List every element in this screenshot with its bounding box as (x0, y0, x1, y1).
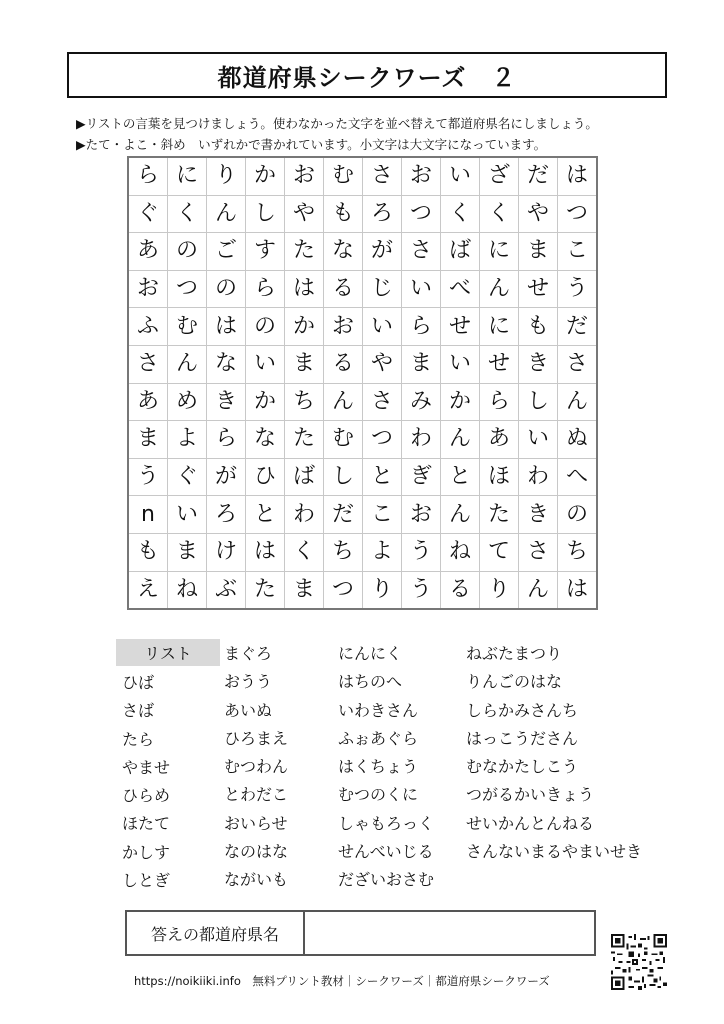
grid-cell[interactable]: ね (168, 571, 207, 609)
word-list-item: まぐろ (224, 644, 273, 663)
grid-cell[interactable]: お (128, 270, 168, 308)
word-list-item: たら (122, 729, 155, 749)
word-list-item: ひらめ (122, 786, 171, 806)
grid-cell[interactable]: は (285, 270, 324, 308)
word-list-item: しらかみさんち (466, 700, 579, 720)
grid-cell[interactable]: お (402, 496, 441, 534)
grid-cell[interactable]: も (128, 533, 168, 571)
grid-cell[interactable]: あ (480, 421, 519, 459)
grid-cell[interactable]: む (324, 421, 363, 459)
grid-cell[interactable]: ふ (128, 308, 168, 346)
page-title: 都道府県シークワーズ ２ (67, 52, 667, 98)
grid-cell[interactable]: に (480, 308, 519, 346)
grid-cell[interactable]: つ (324, 571, 363, 609)
grid-cell[interactable]: じ (363, 270, 402, 308)
grid-cell[interactable]: し (324, 458, 363, 496)
word-list-item: さんないまるやまいせき (466, 842, 643, 862)
grid-cell[interactable]: い (441, 157, 480, 195)
grid-cell[interactable]: あ (128, 233, 168, 271)
grid-cell[interactable]: い (168, 496, 207, 534)
word-list-item: むなかたしこう (466, 757, 579, 777)
grid-cell[interactable]: つ (402, 195, 441, 233)
word-list-column-3 (338, 644, 434, 899)
grid-row (128, 383, 597, 421)
word-list-item: ひろまえ (224, 728, 289, 748)
word-list-item: むつわん (224, 757, 289, 777)
list-header: リスト (116, 639, 220, 666)
grid-cell[interactable]: し (246, 195, 285, 233)
grid-cell[interactable]: や (285, 195, 324, 233)
grid-cell[interactable]: か (246, 157, 285, 195)
word-list-item: しとぎ (122, 871, 171, 891)
grid-cell[interactable]: い (441, 345, 480, 383)
grid-cell[interactable]: さ (128, 345, 168, 383)
grid-row (128, 233, 597, 271)
grid-cell[interactable]: が (207, 458, 246, 496)
grid-cell[interactable]: る (324, 270, 363, 308)
grid-cell[interactable]: と (441, 458, 480, 496)
grid-cell[interactable]: ち (324, 533, 363, 571)
grid-cell[interactable]: む (324, 157, 363, 195)
grid-cell[interactable]: べ (441, 270, 480, 308)
grid-cell[interactable]: ん (207, 195, 246, 233)
grid-cell[interactable]: い (519, 421, 558, 459)
grid-cell[interactable]: ら (246, 270, 285, 308)
grid-cell[interactable]: す (246, 233, 285, 271)
grid-cell[interactable]: し (519, 383, 558, 421)
instruction-2: ▶たて・よこ・斜め いずれかで書かれています。小文字は大文字になっています。 (76, 137, 547, 152)
footer-text: https://noikiiki.info 無料プリント教材｜シークワーズ｜都道府県シークワーズ (134, 974, 550, 988)
grid-cell[interactable]: ざ (480, 157, 519, 195)
grid-cell[interactable]: ご (207, 233, 246, 271)
word-list-item: とわだこ (224, 785, 289, 805)
grid-row (128, 533, 597, 571)
word-list-item: りんごのはな (466, 672, 563, 692)
grid-row (128, 270, 597, 308)
grid-cell[interactable]: う (402, 533, 441, 571)
grid-cell[interactable]: の (558, 496, 598, 534)
grid-cell[interactable]: り (207, 157, 246, 195)
grid-cell[interactable]: り (363, 571, 402, 609)
grid-cell[interactable]: の (168, 233, 207, 271)
grid-cell[interactable]: は (558, 157, 598, 195)
grid-cell[interactable]: わ (285, 496, 324, 534)
word-list-item: にんにく (338, 644, 403, 663)
grid-cell[interactable]: む (168, 308, 207, 346)
grid-cell[interactable]: け (207, 533, 246, 571)
qr-code-icon (611, 934, 667, 990)
grid-cell[interactable]: き (519, 496, 558, 534)
word-list-item: おいらせ (224, 813, 288, 833)
grid-cell[interactable]: こ (363, 496, 402, 534)
grid-cell[interactable]: ぐ (168, 458, 207, 496)
word-list-column-1 (122, 673, 170, 899)
grid-cell[interactable]: に (480, 233, 519, 271)
grid-cell[interactable]: お (285, 157, 324, 195)
grid-cell[interactable]: ま (285, 345, 324, 383)
grid-cell[interactable]: く (168, 195, 207, 233)
answer-label: 答えの都道府県名 (127, 912, 305, 954)
grid-cell[interactable]: う (558, 270, 598, 308)
grid-cell[interactable]: と (246, 496, 285, 534)
word-list-item: さば (122, 701, 155, 721)
grid-row (128, 571, 597, 609)
grid-cell[interactable]: ぐ (128, 195, 168, 233)
word-list-item: はちのへ (338, 672, 403, 692)
grid-cell[interactable]: へ (558, 458, 598, 496)
grid-cell[interactable]: ぬ (558, 421, 598, 459)
grid-cell[interactable]: は (246, 533, 285, 571)
grid-cell[interactable]: ろ (363, 195, 402, 233)
grid-cell[interactable]: わ (519, 458, 558, 496)
word-list-item: せんべいじる (338, 842, 434, 862)
grid-cell[interactable]: だ (519, 157, 558, 195)
grid-cell[interactable]: ん (519, 571, 558, 609)
grid-cell[interactable]: い (363, 308, 402, 346)
word-list-item: はっこうださん (466, 728, 579, 748)
answer-field[interactable] (305, 912, 594, 954)
grid-cell[interactable]: な (207, 345, 246, 383)
grid-cell[interactable]: だ (558, 308, 598, 346)
word-list-item: かしす (122, 842, 171, 862)
grid-cell[interactable]: あ (128, 383, 168, 421)
grid-cell[interactable]: え (128, 571, 168, 609)
grid-row (128, 458, 597, 496)
grid-cell[interactable]: ば (441, 233, 480, 271)
grid-cell[interactable]: り (480, 571, 519, 609)
grid-cell[interactable]: と (363, 458, 402, 496)
grid-cell[interactable]: く (480, 195, 519, 233)
word-list-item: せいかんとんねる (466, 813, 595, 833)
grid-cell[interactable]: が (363, 233, 402, 271)
grid-cell[interactable]: い (246, 345, 285, 383)
grid-cell[interactable]: や (363, 345, 402, 383)
grid-cell[interactable]: ね (441, 533, 480, 571)
word-search-grid (127, 156, 598, 610)
grid-cell[interactable]: も (324, 195, 363, 233)
grid-cell[interactable]: ん (324, 383, 363, 421)
grid-cell[interactable]: ん (480, 270, 519, 308)
word-list-item: いわきさん (338, 700, 419, 720)
grid-cell[interactable]: も (519, 308, 558, 346)
grid-row (128, 345, 597, 383)
word-list-item: ふぉあぐら (338, 728, 419, 748)
grid-cell[interactable]: わ (402, 421, 441, 459)
grid-cell[interactable]: ら (207, 421, 246, 459)
grid-cell[interactable]: め (168, 383, 207, 421)
grid-row (128, 421, 597, 459)
grid-cell[interactable]: せ (441, 308, 480, 346)
grid-cell[interactable]: の (207, 270, 246, 308)
grid-cell[interactable]: さ (363, 383, 402, 421)
word-list-item: やませ (122, 757, 171, 777)
grid-cell[interactable]: ま (128, 421, 168, 459)
word-list-item: つがるかいきょう (466, 785, 595, 805)
word-list-column-4 (466, 644, 642, 870)
grid-cell[interactable]: ら (402, 308, 441, 346)
grid-cell[interactable]: つ (558, 195, 598, 233)
grid-cell[interactable]: ん (441, 496, 480, 534)
grid-cell[interactable]: つ (363, 421, 402, 459)
word-list-item: ねぶたまつり (466, 644, 563, 663)
grid-cell[interactable]: く (285, 533, 324, 571)
grid-cell[interactable]: き (207, 383, 246, 421)
grid-cell[interactable]: る (441, 571, 480, 609)
grid-cell[interactable]: ば (285, 458, 324, 496)
grid-cell[interactable]: さ (558, 345, 598, 383)
word-list-item: はくちょう (338, 757, 419, 777)
grid-cell[interactable]: か (441, 383, 480, 421)
grid-cell[interactable]: た (246, 571, 285, 609)
word-list-item: むつのくに (338, 785, 419, 805)
grid-cell[interactable]: は (558, 571, 598, 609)
grid-cell[interactable]: ち (285, 383, 324, 421)
grid-cell[interactable]: ぎ (402, 458, 441, 496)
word-list-item: ひば (122, 673, 155, 692)
grid-cell[interactable]: こ (558, 233, 598, 271)
word-list-item: ながいも (224, 870, 289, 890)
grid-cell[interactable]: は (207, 308, 246, 346)
grid-cell[interactable]: さ (402, 233, 441, 271)
grid-cell[interactable]: せ (519, 270, 558, 308)
grid-cell[interactable]: ち (558, 533, 598, 571)
grid-cell[interactable]: み (402, 383, 441, 421)
word-list-item: しゃもろっく (338, 813, 435, 833)
grid-cell[interactable]: よ (363, 533, 402, 571)
word-list-item: あいぬ (224, 700, 273, 720)
word-list-item: だざいおさむ (338, 870, 435, 890)
word-list-item: おうう (224, 672, 273, 692)
grid-cell[interactable]: た (480, 496, 519, 534)
word-list-item: ほたて (122, 814, 171, 834)
instruction-1: ▶リストの言葉を見つけましょう。使わなかった文字を並べ替えて都道府県名にしましょう。 (76, 116, 598, 131)
grid-row (128, 195, 597, 233)
grid-cell[interactable]: う (402, 571, 441, 609)
grid-cell[interactable]: ろ (207, 496, 246, 534)
grid-cell[interactable]: て (480, 533, 519, 571)
grid-row (128, 308, 597, 346)
grid-cell[interactable]: に (168, 157, 207, 195)
grid-cell[interactable]: ん (168, 345, 207, 383)
grid-cell[interactable]: n (128, 496, 168, 534)
grid-cell[interactable]: た (285, 233, 324, 271)
grid-cell[interactable]: ま (168, 533, 207, 571)
grid-cell[interactable]: ま (519, 233, 558, 271)
grid-cell[interactable]: な (246, 421, 285, 459)
grid-cell[interactable]: る (324, 345, 363, 383)
grid-cell[interactable]: た (285, 421, 324, 459)
grid-cell[interactable]: い (402, 270, 441, 308)
grid-cell[interactable]: さ (363, 157, 402, 195)
grid-cell[interactable]: ほ (480, 458, 519, 496)
grid-cell[interactable]: ら (480, 383, 519, 421)
grid-cell[interactable]: ら (128, 157, 168, 195)
grid-cell[interactable]: せ (480, 345, 519, 383)
grid-cell[interactable]: ぶ (207, 571, 246, 609)
grid-cell[interactable]: な (324, 233, 363, 271)
word-list-column-2 (224, 644, 288, 899)
grid-cell[interactable]: ま (402, 345, 441, 383)
grid-cell[interactable]: ひ (246, 458, 285, 496)
grid-row (128, 157, 597, 195)
grid-cell[interactable]: き (519, 345, 558, 383)
grid-cell[interactable]: よ (168, 421, 207, 459)
grid-cell[interactable]: や (519, 195, 558, 233)
grid-cell[interactable]: だ (324, 496, 363, 534)
grid-cell[interactable]: お (324, 308, 363, 346)
grid-cell[interactable]: お (402, 157, 441, 195)
grid-cell[interactable]: つ (168, 270, 207, 308)
grid-cell[interactable]: く (441, 195, 480, 233)
grid-cell[interactable]: の (246, 308, 285, 346)
answer-box (125, 910, 596, 956)
grid-cell[interactable]: か (285, 308, 324, 346)
grid-cell[interactable]: う (128, 458, 168, 496)
grid-cell[interactable]: ん (441, 421, 480, 459)
grid-cell[interactable]: ん (558, 383, 598, 421)
grid-cell[interactable]: さ (519, 533, 558, 571)
grid-cell[interactable]: ま (285, 571, 324, 609)
word-list-item: なのはな (224, 842, 289, 862)
grid-row (128, 496, 597, 534)
grid-cell[interactable]: か (246, 383, 285, 421)
